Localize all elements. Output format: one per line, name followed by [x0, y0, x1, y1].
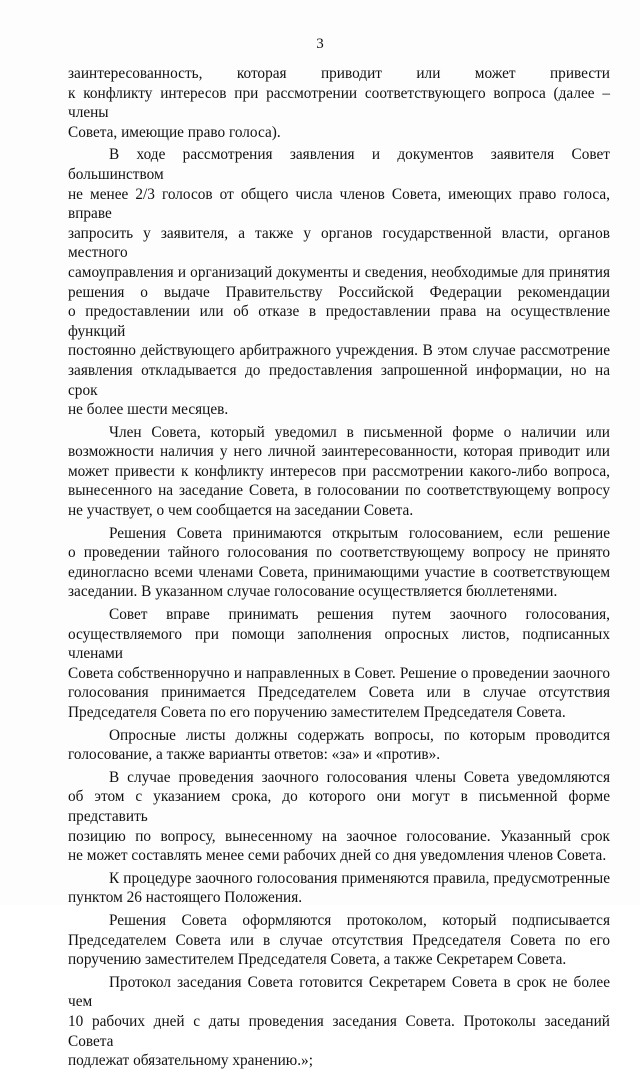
paragraph [68, 64, 610, 142]
text-line: не более шести месяцев. [68, 401, 229, 419]
text-line: Председателя Совета по его поручению заместителем Председателя Совета. [68, 704, 566, 721]
text-line: Опросные листы должны содержать вопросы, по которым проводится [109, 726, 610, 744]
text-line: поручению заместителем Председателя Совета, а также Секретарем Совета. [68, 951, 567, 969]
text-line: Совет вправе принимать решения путем заочного голосования, [109, 606, 610, 624]
text-line: Протокол заседания Совета готовится Секретарем Совета в срок не более чем [68, 973, 610, 1011]
paragraph [68, 524, 610, 602]
text-line: подлежат обязательному хранению.»; [68, 1052, 313, 1070]
text-line: осуществляемого при помощи заполнения опросных листов, подписанных членами [68, 625, 610, 663]
text-line: заявления откладывается до предоставления запрошенной информации, но на срок [68, 361, 610, 399]
text-line: В ходе рассмотрения заявления и документов заявителя Совет большинством [68, 146, 610, 183]
text-line: К процедуре заочного голосования применяются правила, предусмотренные [109, 869, 610, 887]
text-line: пунктом 26 настоящего Положения. [68, 889, 303, 907]
paragraph [68, 869, 610, 908]
text-line: Совета, имеющие право голоса). [68, 123, 281, 141]
paragraph [68, 423, 610, 521]
text-line: не менее 2/3 голосов от общего числа членов Совета, имеющих право голоса, вправе [68, 185, 610, 223]
text-line: запросить у заявителя, а также у органов государственной власти, органов местного [68, 224, 610, 262]
text-line: Совета собственноручно и направленных в Совет. Решение о проведении заочного [68, 664, 610, 682]
text-line: единогласно всеми членами Совета, принимающими участие в соответствующем [68, 563, 610, 581]
paragraph [68, 911, 610, 970]
text-line: 10 рабочих дней с даты проведения заседания Совета. Протоколы заседаний Совета [68, 1012, 610, 1050]
text-line: голосования принимается Председателем Совета или в случае отсутствия [68, 684, 610, 702]
text-line: вынесенного на заседание Совета, в голосовании по соответствующему вопросу [68, 482, 610, 500]
text-line: Решения Совета принимаются открытым голосованием, если решение [109, 524, 610, 542]
text-line: В случае проведения заочного голосования члены Совета уведомляются [109, 768, 610, 786]
text-line: не участвует, о чем сообщается на заседании Совета. [68, 502, 414, 520]
text-line: самоуправления и организаций документы и сведения, необходимые для принятия [68, 263, 610, 281]
text-line: позицию по вопросу, вынесенному на заочное голосование. Указанный срок [68, 827, 610, 845]
paragraph [68, 605, 610, 723]
text-line: об этом с указанием срока, до которого они могут в письменной форме представить [68, 788, 610, 825]
paragraph [68, 726, 610, 765]
text-line: к конфликту интересов при рассмотрении соответствующего вопроса (далее – члены [68, 84, 610, 122]
text-line: заинтересованность, которая приводит или может привести [68, 65, 610, 82]
text-line: решения о выдаче Правительству Российской Федерации рекомендации [68, 283, 610, 301]
paragraph [68, 973, 610, 1071]
text-line: о предоставлении или об отказе в предоставлении права на осуществление функций [68, 303, 610, 340]
text-line: возможности наличия у него личной заинтересованности, которая приводит или [68, 443, 610, 461]
text-line: Член Совета, который уведомил в письменной форме о наличии или [109, 423, 610, 441]
text-line: голосование, а также варианты ответов: «за» и «против». [68, 746, 441, 764]
text-line: может привести к конфликту интересов при рассмотрении какого-либо вопроса, [68, 462, 610, 480]
text-line: постоянно действующего арбитражного учреждения. В этом случае рассмотрение [68, 342, 610, 360]
text-line: не может составлять менее семи рабочих дней со дня уведомления членов Совета. [68, 847, 607, 865]
text-line: о проведении тайного голосования по соответствующему вопросу не принято [68, 544, 610, 562]
text-line: Решения Совета оформляются протоколом, который подписывается [109, 911, 610, 929]
document-body [68, 64, 610, 1074]
text-line: Председателем Совета или в случае отсутствия Председателя Совета по его [68, 931, 610, 949]
paragraph [68, 768, 610, 866]
text-line: заседании. В указанном случае голосование осуществляется бюллетенями. [68, 583, 558, 601]
page-number: 3 [316, 36, 324, 52]
paragraph [68, 145, 610, 419]
